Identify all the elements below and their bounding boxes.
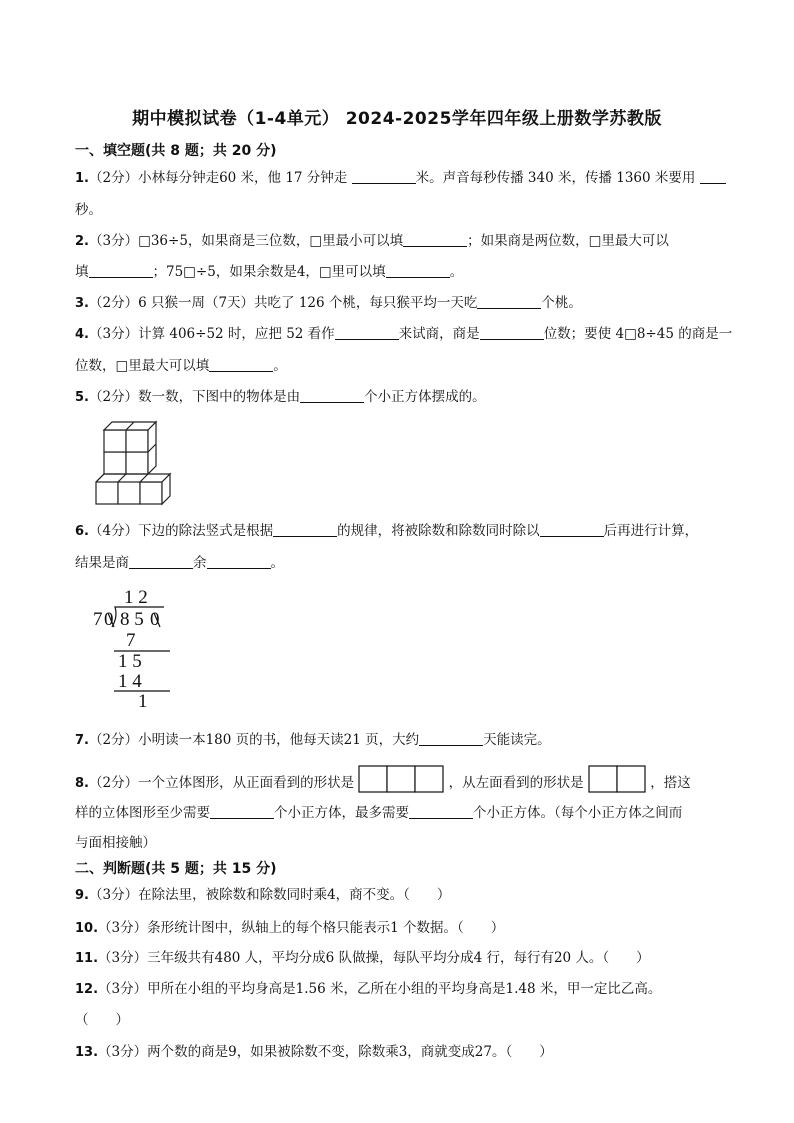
question-4-line-2: 位数，□里最大可以填 。 (75, 358, 287, 374)
question-8-line-3: 与面相接触） (75, 835, 156, 851)
question-12-line-1: 12.（3分）甲所在小组的平均身高是1.56 米，乙所在小组的平均身高是1.48 米，甲一定比乙高。 (75, 981, 662, 997)
answer-blank[interactable] (403, 232, 467, 247)
division-step-2: 1 5 (118, 651, 142, 672)
division-divisor-zero: 0 (104, 609, 114, 630)
division-dividend: 8 5 (120, 609, 144, 630)
answer-blank[interactable] (207, 554, 271, 569)
question-11-line-1: 11.（3分）三年级共有480 人，平均分成6 队做操，每队平均分成4 行，每行有20 人。（ ） (75, 950, 650, 966)
answer-blank[interactable] (210, 804, 274, 819)
division-step-1: 7 (126, 630, 136, 651)
question-7-line-1: 7.（2分）小明读一本180 页的书，他每天读21 页，大约 天能读完。 (75, 732, 551, 748)
answer-blank[interactable] (386, 263, 450, 278)
question-2-line-2: 填 ；75□÷5，如果余数是4，□里可以填 。 (75, 264, 464, 280)
answer-blank[interactable] (409, 804, 473, 819)
question-10-line-1: 10.（3分）条形统计图中，纵轴上的每个格只能表示1 个数据。（ ） (75, 920, 505, 936)
division-quotient: 1 2 (124, 587, 148, 608)
front-view-shape (358, 765, 444, 793)
answer-blank[interactable] (352, 169, 416, 184)
cube-face (126, 452, 148, 474)
cube-face (126, 430, 148, 452)
answer-blank[interactable] (273, 522, 337, 537)
question-6-line-2: 结果是商 余 。 (75, 555, 284, 571)
question-1-line-1: 1.（2分）小林每分钟走60 米，他 17 分钟走 米。声音每秒传播 340 米，传播 1360 米要用 (75, 166, 726, 186)
answer-blank[interactable] (419, 731, 483, 746)
cube-face (104, 430, 126, 452)
question-13-line-1: 13.（3分）两个数的商是9，如果被除数不变，除数乘3，商就变成27。（ ） (75, 1044, 553, 1060)
question-3-line-1: 3.（2分）6 只猴一周（7天）共吃了 126 个桃，每只猴平均一天吃 个桃。 (75, 295, 582, 311)
question-5-line-1: 5.（2分）数一数，下图中的物体是由 个小正方体摆成的。 (75, 389, 486, 405)
question-8-line-2: 样的立体图形至少需要 个小正方体，最多需要 个小正方体。（每个小正方体之间而 (75, 805, 683, 821)
question-score: （2分） (88, 170, 139, 186)
division-remainder: 1 (138, 691, 148, 712)
answer-blank[interactable] (89, 263, 153, 278)
question-4-line-1: 4.（3分）计算 406÷52 时，应把 52 看作 来试商，商是 位数；要使 4□8÷45 的商是一 (75, 326, 733, 342)
answer-blank[interactable] (480, 325, 544, 340)
cube-face (104, 452, 126, 474)
question-9-line-1: 9.（3分）在除法里，被除数和除数同时乘4，商不变。（ ） (75, 887, 451, 903)
question-12-line-2: （ ） (75, 1012, 129, 1028)
division-divisor: 7 (93, 609, 103, 630)
answer-blank[interactable] (300, 388, 364, 403)
division-dividend-zero: 0 (150, 609, 160, 630)
question-2-line-1: 2.（3分）□36÷5，如果商是三位数，□里最小可以填 ；如果商是两位数，□里最大可以 (75, 233, 669, 249)
page-title: 期中模拟试卷（1-4单元） 2024-2025学年四年级上册数学苏教版 (132, 109, 662, 129)
section-true-false: 二、判断题(共 5 题；共 15 分) (75, 861, 277, 877)
question-8-line-1: 8.（2分）一个立体图形，从正面看到的形状是 ，从左面看到的形状是 ，搭这 (75, 765, 691, 793)
long-division-figure (88, 583, 188, 713)
cube-face (118, 482, 140, 504)
answer-blank[interactable] (540, 522, 604, 537)
answer-blank[interactable] (335, 325, 399, 340)
question-1-line-2: 秒。 (75, 202, 102, 218)
answer-blank[interactable] (477, 294, 541, 309)
left-view-shape (588, 765, 646, 793)
question-number: 1. (75, 171, 89, 186)
answer-blank[interactable] (700, 169, 726, 184)
answer-blank[interactable] (209, 357, 273, 372)
answer-blank[interactable] (129, 554, 193, 569)
division-step-3: 1 4 (118, 671, 142, 692)
cube-face (96, 482, 118, 504)
cube-face (140, 482, 162, 504)
cube-stack-figure (88, 412, 184, 512)
question-6-line-1: 6.（4分）下边的除法竖式是根据 的规律，将被除数和除数同时除以 后再进行计算， (75, 523, 699, 539)
section-fill-in: 一、填空题(共 8 题；共 20 分) (75, 143, 277, 159)
